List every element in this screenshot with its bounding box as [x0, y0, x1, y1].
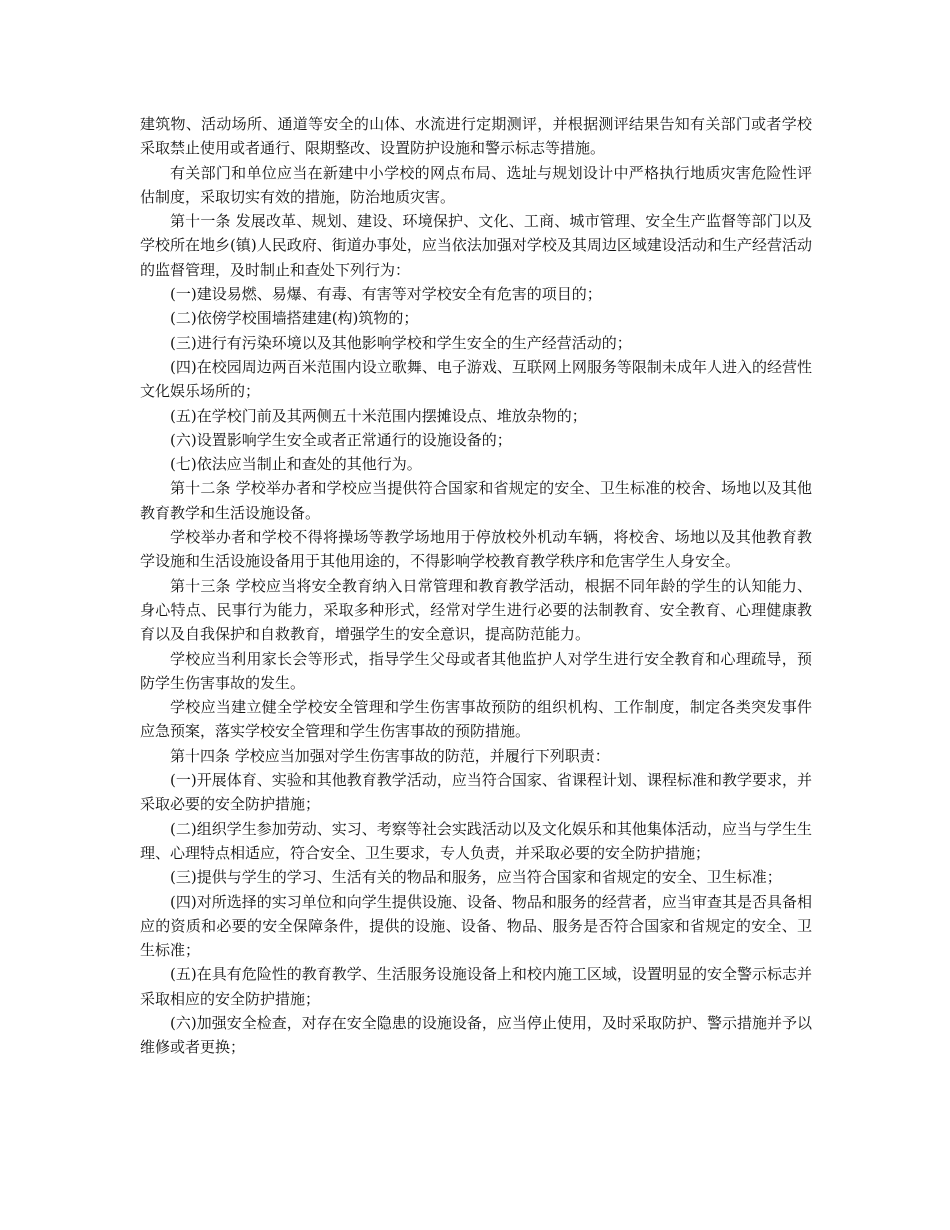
- list-item: (三)进行有污染环境以及其他影响学校和学生安全的生产经营活动的；: [170, 333, 632, 352]
- list-item: (二)依傍学校围墙搭建建(构)筑物的；: [170, 309, 419, 328]
- article-12: 第十二条 学校举办者和学校应当提供符合国家和省规定的安全、卫生标准的校舍、场地以及其他教育教学和生活设施设备。: [140, 479, 812, 522]
- list-item: (一)开展体育、实验和其他教育教学活动，应当符合国家、省课程计划、课程标准和教学要求，并采取必要的安全防护措施；: [140, 771, 812, 814]
- paragraph: 学校举办者和学校不得将操场等教学场地用于停放校外机动车辆，将校舍、场地以及其他教育教学设施和生活设施设备用于其他用途的，不得影响学校教育教学秩序和危害学生人身安全。: [140, 528, 812, 571]
- article-13: 第十三条 学校应当将安全教育纳入日常管理和教育教学活动，根据不同年龄的学生的认知能力、身心特点、民事行为能力，采取多种形式，经常对学生进行必要的法制教育、安全教育、心理健康教育以及自我保护和自救教育，增强学生的安全意识，提高防范能力。: [140, 576, 812, 644]
- article-14: 第十四条 学校应当加强对学生伤害事故的防范，并履行下列职责：: [170, 746, 610, 765]
- list-item: (四)对所选择的实习单位和向学生提供设施、设备、物品和服务的经营者，应当审查其是否具备相应的资质和必要的安全保障条件，提供的设施、设备、物品、服务是否符合国家和省规定的安全、卫生标准；: [140, 892, 812, 960]
- list-item: (三)提供与学生的学习、生活有关的物品和服务，应当符合国家和省规定的安全、卫生标准；: [170, 868, 782, 887]
- list-item: (一)建设易燃、易爆、有毒、有害等对学校安全有危害的项目的；: [170, 285, 602, 304]
- list-item: (四)在校园周边两百米范围内设立歌舞、电子游戏、互联网上网服务等限制未成年人进入的经营性文化娱乐场所的；: [140, 357, 812, 401]
- list-item: (六)设置影响学生安全或者正常通行的设施设备的；: [170, 430, 512, 449]
- paragraph: 学校应当建立健全学校安全管理和学生伤害事故预防的组织机构、工作制度，制定各类突发事件应急预案，落实学校安全管理和学生伤害事故的预防措施。: [140, 698, 812, 741]
- list-item: (六)加强安全检查，对存在安全隐患的设施设备，应当停止使用，及时采取防护、警示措施并予以维修或者更换；: [140, 1013, 812, 1057]
- list-item: (七)依法应当制止和查处的其他行为。: [170, 455, 422, 474]
- paragraph: 建筑物、活动场所、通道等安全的山体、水流进行定期测评，并根据测评结果告知有关部门或者学校采取禁止使用或者通行、限期整改、设置防护设施和警示标志等措施。: [140, 115, 812, 158]
- document-page: [140, 112, 812, 1060]
- list-item: (五)在具有危险性的教育教学、生活服务设施设备上和校内施工区域，设置明显的安全警示标志并采取相应的安全防护措施；: [140, 965, 812, 1008]
- list-item: (五)在学校门前及其两侧五十米范围内摆摊设点、堆放杂物的；: [170, 406, 587, 425]
- paragraph: 有关部门和单位应当在新建中小学校的网点布局、选址与规划设计中严格执行地质灾害危险性评估制度，采取切实有效的措施，防治地质灾害。: [140, 163, 812, 206]
- article-11: 第十一条 发展改革、规划、建设、环境保护、文化、工商、城市管理、安全生产监督等部门以及学校所在地乡(镇)人民政府、街道办事处，应当依法加强对学校及其周边区域建设活动和生产经营活动的监督管理，及时制止和查处下列行为：: [140, 212, 812, 279]
- list-item: (二)组织学生参加劳动、实习、考察等社会实践活动以及文化娱乐和其他集体活动，应当与学生生理、心理特点相适应，符合安全、卫生要求，专人负责，并采取必要的安全防护措施；: [140, 819, 812, 862]
- paragraph: 学校应当利用家长会等形式，指导学生父母或者其他监护人对学生进行安全教育和心理疏导，预防学生伤害事故的发生。: [140, 649, 812, 692]
